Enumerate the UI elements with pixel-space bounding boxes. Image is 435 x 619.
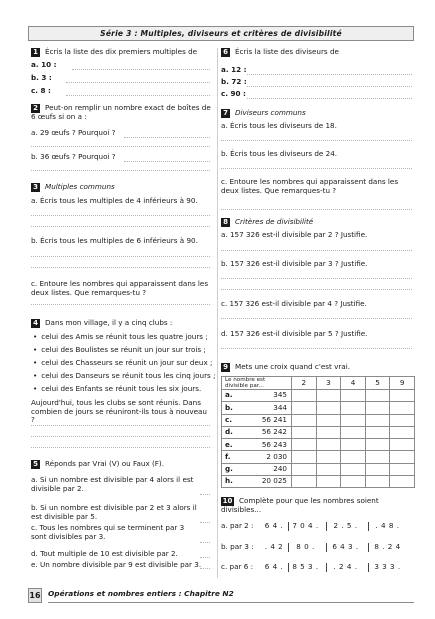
check-cell[interactable] xyxy=(292,439,317,451)
ex10-number: 10 xyxy=(222,497,233,505)
table-header-row xyxy=(222,377,415,390)
check-cell[interactable] xyxy=(316,439,341,451)
table-row xyxy=(222,463,415,475)
ex7-question-c: c. Entoure les nombres qui apparaissent dans les deux listes. Que remarques-tu ? xyxy=(221,177,399,195)
answer-box[interactable] xyxy=(200,522,210,523)
check-cell[interactable] xyxy=(390,390,415,402)
check-cell[interactable] xyxy=(341,476,366,488)
digit-blank[interactable]: 6 4 . xyxy=(264,562,284,571)
ex1-number: 1 xyxy=(31,48,40,57)
divisor-header: 9 xyxy=(390,377,415,390)
answer-line[interactable] xyxy=(247,86,412,87)
row-value: 240 xyxy=(273,464,287,474)
check-cell[interactable] xyxy=(292,451,317,463)
table-header-label: Le nombre est divisible par... xyxy=(222,377,292,390)
ex3-question-c: c. Entoure les nombres qui apparaissent dans les deux listes. Que remarques-tu ? xyxy=(31,279,209,297)
check-cell[interactable] xyxy=(390,402,415,414)
ex8-question-d: d. 157 326 est-il divisible par 5 ? Justifie. xyxy=(221,329,368,338)
table-row xyxy=(222,439,415,451)
check-cell[interactable] xyxy=(292,402,317,414)
check-cell[interactable] xyxy=(292,390,317,402)
ex4-club-item: • celui des Chasseurs se réunit un jour sur deux ; xyxy=(33,359,212,368)
column-divider xyxy=(217,48,218,578)
ex9-number: 9 xyxy=(221,363,230,372)
answer-line[interactable] xyxy=(221,318,412,319)
answer-line[interactable] xyxy=(66,82,210,83)
row-value: 56 243 xyxy=(261,439,287,449)
answer-line[interactable] xyxy=(221,140,412,141)
table-row xyxy=(222,426,415,438)
ex10-text: Complète pour que les nombres soient divisibles... xyxy=(221,496,379,514)
row-value: 20 025 xyxy=(261,476,287,486)
table-row xyxy=(222,414,415,426)
check-cell[interactable] xyxy=(316,426,341,438)
row-value: 56 242 xyxy=(261,427,287,437)
ex6-item-c: c. 90 : xyxy=(221,89,246,98)
check-cell[interactable] xyxy=(292,476,317,488)
ex5-number: 5 xyxy=(31,460,40,469)
check-cell[interactable] xyxy=(341,451,366,463)
check-cell[interactable] xyxy=(341,414,366,426)
ex9-text: Mets une croix quand c'est vrai. xyxy=(235,362,350,371)
digit-blank[interactable]: 8 . 2 4 xyxy=(368,543,406,552)
answer-box[interactable] xyxy=(200,568,210,569)
ex2-number: 2 xyxy=(31,104,40,113)
ex5-statement-d: d. Tout multiple de 10 est divisible par 2. xyxy=(31,549,178,558)
ex10-row-label: b. par 3 : xyxy=(221,542,254,551)
check-cell[interactable] xyxy=(390,439,415,451)
digit-blank[interactable]: . 4 8 . xyxy=(368,522,406,531)
answer-line[interactable] xyxy=(247,98,412,99)
footer-rule xyxy=(48,602,414,603)
answer-line[interactable] xyxy=(31,304,210,305)
check-cell[interactable] xyxy=(390,451,415,463)
digit-blank[interactable]: 6 4 . xyxy=(264,521,284,530)
ex1-item-c: c. 8 : xyxy=(31,86,51,95)
answer-box[interactable] xyxy=(200,542,210,543)
table-body xyxy=(222,390,415,488)
check-cell[interactable] xyxy=(316,402,341,414)
ex4-club-item: • celui des Amis se réunit tous les quatre jours ; xyxy=(33,333,208,342)
ex3-title xyxy=(31,183,115,192)
answer-line[interactable] xyxy=(31,436,210,437)
check-cell[interactable] xyxy=(365,414,390,426)
answer-line[interactable] xyxy=(221,250,412,251)
check-cell[interactable] xyxy=(390,414,415,426)
check-cell[interactable] xyxy=(316,463,341,475)
page-number: 16 xyxy=(28,588,42,603)
ex2-text: Peut-on remplir un nombre exact de boîtes de 6 œufs si on a : xyxy=(31,103,211,121)
number-cell xyxy=(222,463,292,475)
ex4-text: Dans mon village, il y a cinq clubs : xyxy=(45,318,173,327)
digit-blank[interactable]: 3 3 3 . xyxy=(368,563,406,572)
answer-line[interactable] xyxy=(31,425,210,426)
ex3-question-a: a. Écris tous les multiples de 4 inférieurs à 90. xyxy=(31,196,198,205)
ex1-item-b: b. 3 : xyxy=(31,73,52,82)
check-cell[interactable] xyxy=(341,439,366,451)
ex1-text: Écris la liste des dix premiers multiples de xyxy=(45,47,198,56)
row-letter: b. xyxy=(225,402,233,412)
ex10-row-label: c. par 6 : xyxy=(221,562,254,571)
answer-line[interactable] xyxy=(31,215,210,216)
answer-box[interactable] xyxy=(200,557,210,558)
ex7-title xyxy=(221,109,306,118)
ex7-text: Diviseurs communs xyxy=(235,108,306,117)
check-cell[interactable] xyxy=(292,426,317,438)
number-cell xyxy=(222,426,292,438)
ex5-statement-b: b. Si un nombre est divisible par 2 et 3 alors il est divisible par 5. xyxy=(31,503,197,521)
chapter-label: Opérations et nombres entiers : Chapitre N2 xyxy=(48,589,234,598)
ex8-title xyxy=(221,218,313,227)
check-cell[interactable] xyxy=(316,390,341,402)
ex3-question-b: b. Écris tous les multiples de 6 inférieurs à 90. xyxy=(31,236,198,245)
divisor-header: 2 xyxy=(292,377,317,390)
check-cell[interactable] xyxy=(365,402,390,414)
answer-line[interactable] xyxy=(124,161,210,162)
digit-blank[interactable]: 2 . 5 . xyxy=(326,522,364,531)
ex6-text: Écris la liste des diviseurs de xyxy=(235,47,339,56)
ex7-number: 7 xyxy=(221,109,230,118)
ex5-statement-c: c. Tous les nombres qui se terminent par 3 sont divisibles par 3. xyxy=(31,523,185,541)
ex4-club-item: • celui des Boulistes se réunit un jour sur trois ; xyxy=(33,346,206,355)
check-cell[interactable] xyxy=(365,426,390,438)
table-row xyxy=(222,390,415,402)
ex4-club-item: • celui des Danseurs se réunit tous les cinq jours ; xyxy=(33,372,216,381)
ex8-question-b: b. 157 326 est-il divisible par 3 ? Justifie. xyxy=(221,259,368,268)
check-cell[interactable] xyxy=(316,451,341,463)
table-row xyxy=(222,476,415,488)
table-row xyxy=(222,451,415,463)
digit-blank[interactable]: 8 5 3 . xyxy=(288,563,322,572)
number-cell xyxy=(222,414,292,426)
ex6-item-b: b. 72 : xyxy=(221,77,247,86)
answer-line[interactable] xyxy=(221,289,412,290)
divisor-header: 4 xyxy=(341,377,366,390)
row-letter: d. xyxy=(225,427,233,437)
ex2-question-b: b. 36 œufs ? Pourquoi ? xyxy=(31,152,116,161)
row-value: 344 xyxy=(273,402,287,412)
divisibility-table xyxy=(221,376,415,488)
ex10-instruction xyxy=(221,497,415,515)
divisor-header: 3 xyxy=(316,377,341,390)
number-cell xyxy=(222,476,292,488)
answer-line[interactable] xyxy=(31,146,210,147)
ex8-text: Critères de divisibilité xyxy=(235,217,314,226)
digit-blank[interactable]: 7 0 4 . xyxy=(288,522,322,531)
row-letter: a. xyxy=(225,390,233,400)
answer-line[interactable] xyxy=(221,278,412,279)
check-cell[interactable] xyxy=(365,390,390,402)
answer-line[interactable] xyxy=(31,267,210,268)
answer-line[interactable] xyxy=(221,209,412,210)
check-cell[interactable] xyxy=(341,390,366,402)
digit-blank[interactable]: 6 4 3 . xyxy=(326,543,364,552)
answer-line[interactable] xyxy=(124,137,210,138)
answer-line[interactable] xyxy=(31,256,210,257)
ex2-question-a: a. 29 œufs ? Pourquoi ? xyxy=(31,128,116,137)
row-letter: g. xyxy=(225,464,233,474)
ex5-instruction xyxy=(31,460,164,469)
ex5-statement-e: e. Un nombre divisible par 9 est divisible par 3. xyxy=(31,560,202,569)
answer-line[interactable] xyxy=(31,447,210,448)
answer-line[interactable] xyxy=(31,170,210,171)
check-cell[interactable] xyxy=(365,439,390,451)
ex5-text: Réponds par Vrai (V) ou Faux (F). xyxy=(45,459,165,468)
answer-line[interactable] xyxy=(72,69,210,70)
answer-line[interactable] xyxy=(31,226,210,227)
ex10-row-label: a. par 2 : xyxy=(221,521,254,530)
ex8-number: 8 xyxy=(221,218,230,227)
ex9-instruction xyxy=(221,363,350,372)
ex8-question-c: c. 157 326 est-il divisible par 4 ? Justifie. xyxy=(221,299,367,308)
check-cell[interactable] xyxy=(365,463,390,475)
digit-blank[interactable]: 8 0 . xyxy=(288,543,322,552)
number-cell xyxy=(222,402,292,414)
number-cell xyxy=(222,451,292,463)
check-cell[interactable] xyxy=(292,463,317,475)
ex6-instruction xyxy=(221,48,339,57)
series-header xyxy=(28,26,414,41)
number-cell xyxy=(222,439,292,451)
ex2-instruction xyxy=(31,104,213,122)
row-letter: e. xyxy=(225,439,233,449)
ex6-item-a: a. 12 : xyxy=(221,65,247,74)
ex4-intro xyxy=(31,319,172,328)
answer-box[interactable] xyxy=(200,494,210,495)
ex4-number: 4 xyxy=(31,319,40,328)
ex8-question-a: a. 157 326 est-il divisible par 2 ? Justifie. xyxy=(221,230,368,239)
digit-blank[interactable]: . 2 4 . xyxy=(326,563,364,572)
table-row xyxy=(222,402,415,414)
row-value: 56 241 xyxy=(261,414,287,424)
row-letter: c. xyxy=(225,414,232,424)
answer-line[interactable] xyxy=(247,74,412,75)
check-cell[interactable] xyxy=(316,414,341,426)
check-cell[interactable] xyxy=(365,476,390,488)
ex1-instruction xyxy=(31,48,197,57)
ex1-item-a: a. 10 : xyxy=(31,60,57,69)
check-cell[interactable] xyxy=(341,463,366,475)
check-cell[interactable] xyxy=(292,414,317,426)
answer-line[interactable] xyxy=(66,95,210,96)
page-footer xyxy=(28,588,414,603)
check-cell[interactable] xyxy=(390,426,415,438)
answer-line[interactable] xyxy=(221,348,412,349)
check-cell[interactable] xyxy=(390,476,415,488)
check-cell[interactable] xyxy=(365,451,390,463)
row-letter: f. xyxy=(225,451,231,461)
ex4-club-item: • celui des Enfants se réunit tous les six jours. xyxy=(33,385,201,394)
ex3-text: Multiples communs xyxy=(45,182,115,191)
divisor-header: 5 xyxy=(365,377,390,390)
check-cell[interactable] xyxy=(390,463,415,475)
check-cell[interactable] xyxy=(316,476,341,488)
digit-blank[interactable]: . 4 2 xyxy=(264,542,284,551)
ex6-number: 6 xyxy=(221,48,230,57)
ex3-number: 3 xyxy=(31,183,40,192)
check-cell[interactable] xyxy=(341,426,366,438)
answer-line[interactable] xyxy=(221,168,412,169)
row-letter: h. xyxy=(225,476,233,486)
ex4-question: Aujourd'hui, tous les clubs se sont réunis. Dans combien de jours se réuniront-ils tous à nouveau ? xyxy=(31,398,207,425)
row-value: 2 030 xyxy=(266,451,287,461)
ex5-statement-a: a. Si un nombre est divisible par 4 alors il est divisible par 2. xyxy=(31,475,194,493)
number-cell xyxy=(222,390,292,402)
ex7-question-b: b. Écris tous les diviseurs de 24. xyxy=(221,149,338,158)
series-title: Série 3 : Multiples, diviseurs et critères de divisibilité xyxy=(100,29,342,38)
ex7-question-a: a. Écris tous les diviseurs de 18. xyxy=(221,121,337,130)
row-value: 345 xyxy=(273,390,287,400)
check-cell[interactable] xyxy=(341,402,366,414)
